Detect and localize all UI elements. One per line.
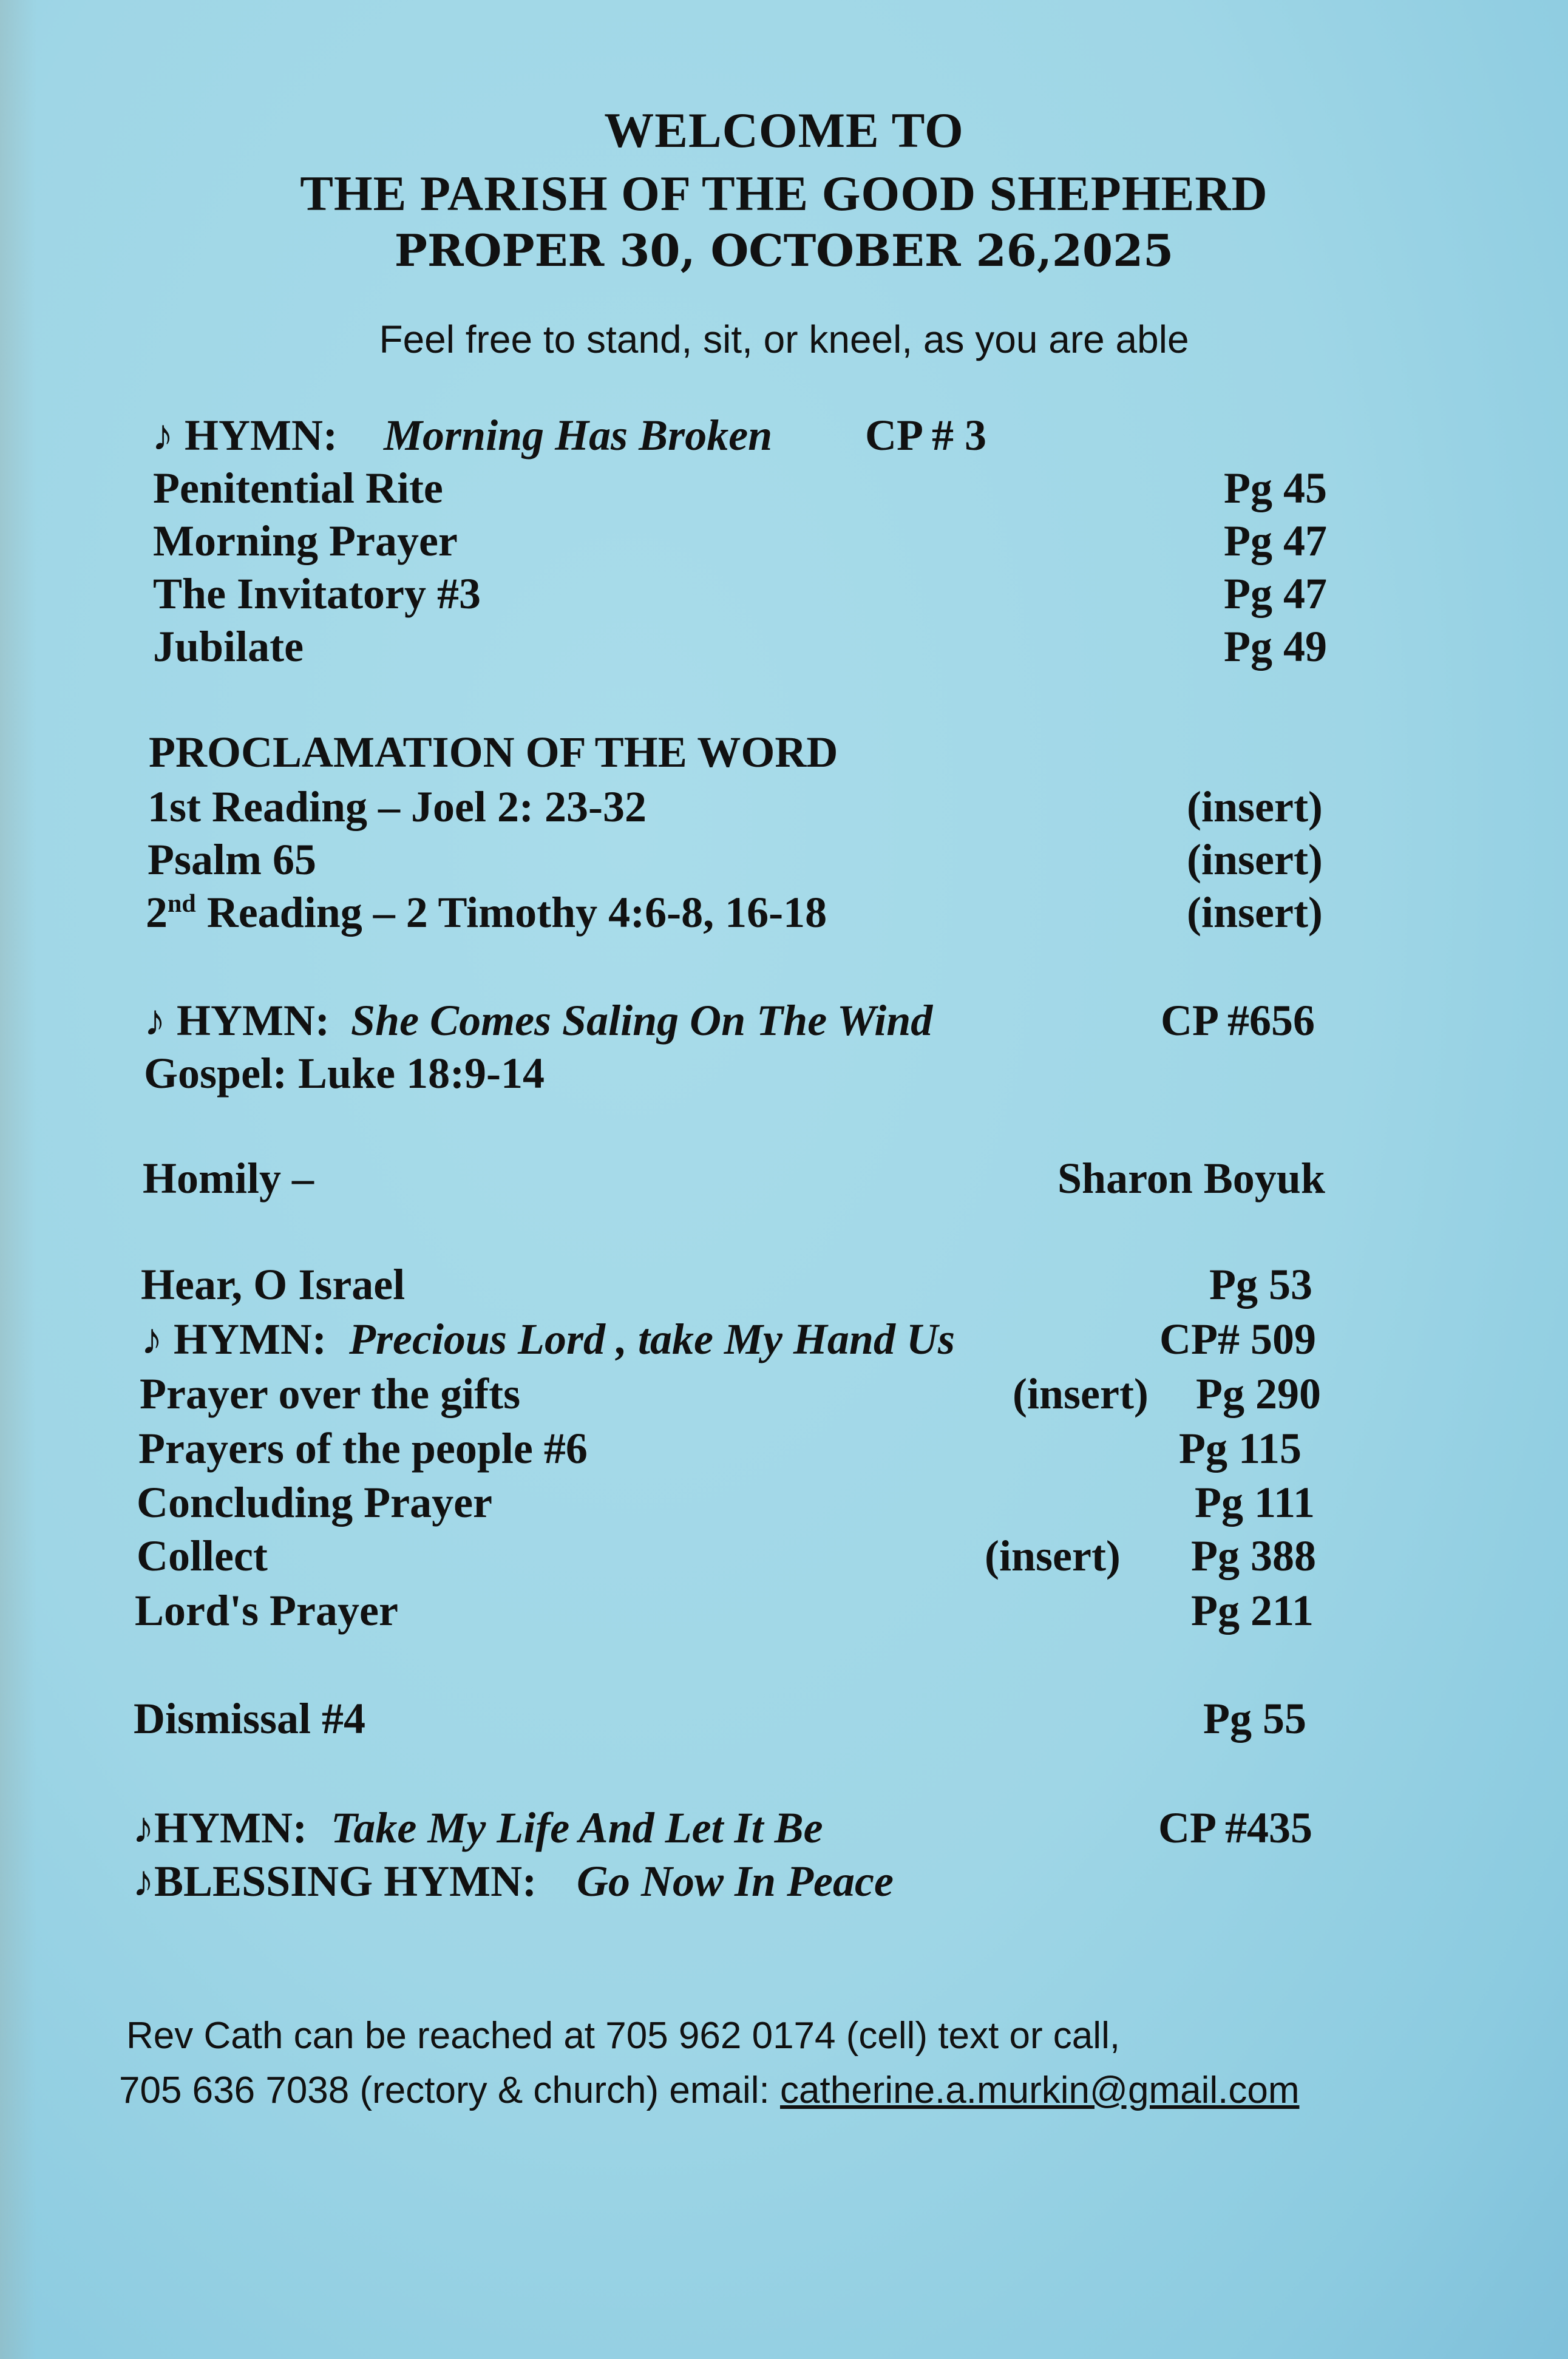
parish-heading: THE PARISH OF THE GOOD SHEPHERD (300, 166, 1268, 221)
homily-row (0, 1153, 1568, 1208)
service-item-row (0, 622, 1568, 676)
service-item-row (0, 1424, 1568, 1478)
hymn-title: Precious Lord , take My Hand Us (349, 1315, 955, 1363)
gospel-row (0, 1048, 1568, 1103)
service-item-row (0, 1478, 1568, 1532)
page-ref: Pg 290 (1196, 1370, 1321, 1418)
service-item-row (0, 1260, 1568, 1314)
item-label (146, 888, 827, 938)
hymn-ref: CP # 3 (865, 411, 987, 460)
page-ref: Pg 115 (1179, 1424, 1302, 1473)
item-label: Jubilate (153, 622, 304, 671)
hymn-title: Morning Has Broken (384, 411, 773, 460)
page-ref: Pg 49 (1224, 622, 1327, 671)
section-heading: PROCLAMATION OF THE WORD (149, 728, 838, 776)
reading-row (0, 888, 1568, 942)
date-heading: PROPER 30, OCTOBER 26,2025 (394, 225, 1174, 276)
hymn-row (0, 1314, 1568, 1369)
service-item-row (0, 1369, 1568, 1424)
page-ref: Pg 53 (1209, 1260, 1312, 1309)
service-item-row (0, 1694, 1568, 1748)
hymn-row (0, 410, 1568, 465)
ordinal-number: 2 (146, 888, 168, 937)
item-label: Dismissal #4 (134, 1694, 366, 1743)
item-label: Hear, O Israel (141, 1260, 406, 1309)
service-item-row (0, 1586, 1568, 1640)
hymn-row (0, 1803, 1568, 1858)
item-label: Psalm 65 (148, 835, 316, 884)
service-item-row (0, 1531, 1568, 1586)
item-label: Morning Prayer (153, 517, 458, 565)
hymn-ref: CP# 509 (1159, 1315, 1316, 1363)
page-ref: Pg 45 (1224, 464, 1327, 512)
item-label: Prayers of the people #6 (138, 1424, 588, 1473)
item-label: Collect (137, 1532, 268, 1580)
email-link[interactable]: catherine.a.murkin@gmail.com (780, 2069, 1300, 2111)
hymn-row (0, 996, 1568, 1050)
item-label: Gospel: Luke 18:9-14 (144, 1049, 545, 1098)
insert-ref: (insert) (985, 1532, 1121, 1580)
welcome-heading: WELCOME TO (604, 103, 964, 158)
page-ref: Pg 388 (1191, 1532, 1316, 1580)
intro-text: Feel free to stand, sit, or kneel, as you are able (379, 317, 1189, 361)
insert-ref: (insert) (1013, 1370, 1149, 1418)
contact-line-2 (119, 2069, 1299, 2112)
page-ref: Pg 47 (1224, 517, 1327, 565)
section-heading-row (0, 727, 1568, 782)
reading-row (0, 835, 1568, 889)
hymn-prefix: ♪HYMN: (132, 1804, 307, 1852)
hymn-title: Take My Life And Let It Be (331, 1804, 823, 1852)
page-ref: Pg 211 (1191, 1586, 1314, 1635)
hymn-prefix: ♪ HYMN: (152, 411, 338, 460)
service-item-row (0, 516, 1568, 571)
hymn-prefix: ♪ HYMN: (141, 1315, 327, 1363)
blessing-hymn-row (0, 1856, 1568, 1911)
item-label: 1st Reading – Joel 2: 23-32 (148, 782, 647, 831)
insert-ref: (insert) (1187, 835, 1323, 884)
contact-phone-text: 705 636 7038 (rectory & church) email: (119, 2069, 780, 2111)
item-label: Concluding Prayer (137, 1478, 492, 1527)
item-label: Homily – (143, 1154, 314, 1203)
reading-row (0, 782, 1568, 837)
homily-speaker: Sharon Boyuk (1057, 1154, 1325, 1203)
hymn-title: Go Now In Peace (577, 1857, 894, 1906)
item-label: Penitential Rite (153, 464, 443, 512)
insert-ref: (insert) (1187, 782, 1323, 831)
contact-line-1: Rev Cath can be reached at 705 962 0174 (cell) text or call, (126, 2015, 1121, 2057)
hymn-prefix: ♪BLESSING HYMN: (132, 1857, 537, 1906)
hymn-ref: CP #435 (1158, 1804, 1313, 1852)
reading-text: Reading – 2 Timothy 4:6-8, 16-18 (195, 888, 827, 937)
page-ref: Pg 55 (1203, 1694, 1306, 1743)
ordinal-suffix: nd (168, 890, 196, 918)
service-item-row (0, 569, 1568, 623)
item-label: Lord's Prayer (135, 1586, 398, 1635)
page-ref: Pg 47 (1224, 569, 1327, 618)
page-ref: Pg 111 (1195, 1478, 1315, 1527)
insert-ref: (insert) (1187, 888, 1323, 937)
item-label: The Invitatory #3 (153, 569, 481, 618)
hymn-title: She Comes Saling On The Wind (351, 996, 933, 1045)
item-label: Prayer over the gifts (140, 1370, 521, 1418)
hymn-prefix: ♪ HYMN: (144, 996, 330, 1045)
service-item-row (0, 463, 1568, 518)
hymn-ref: CP #656 (1161, 996, 1315, 1045)
